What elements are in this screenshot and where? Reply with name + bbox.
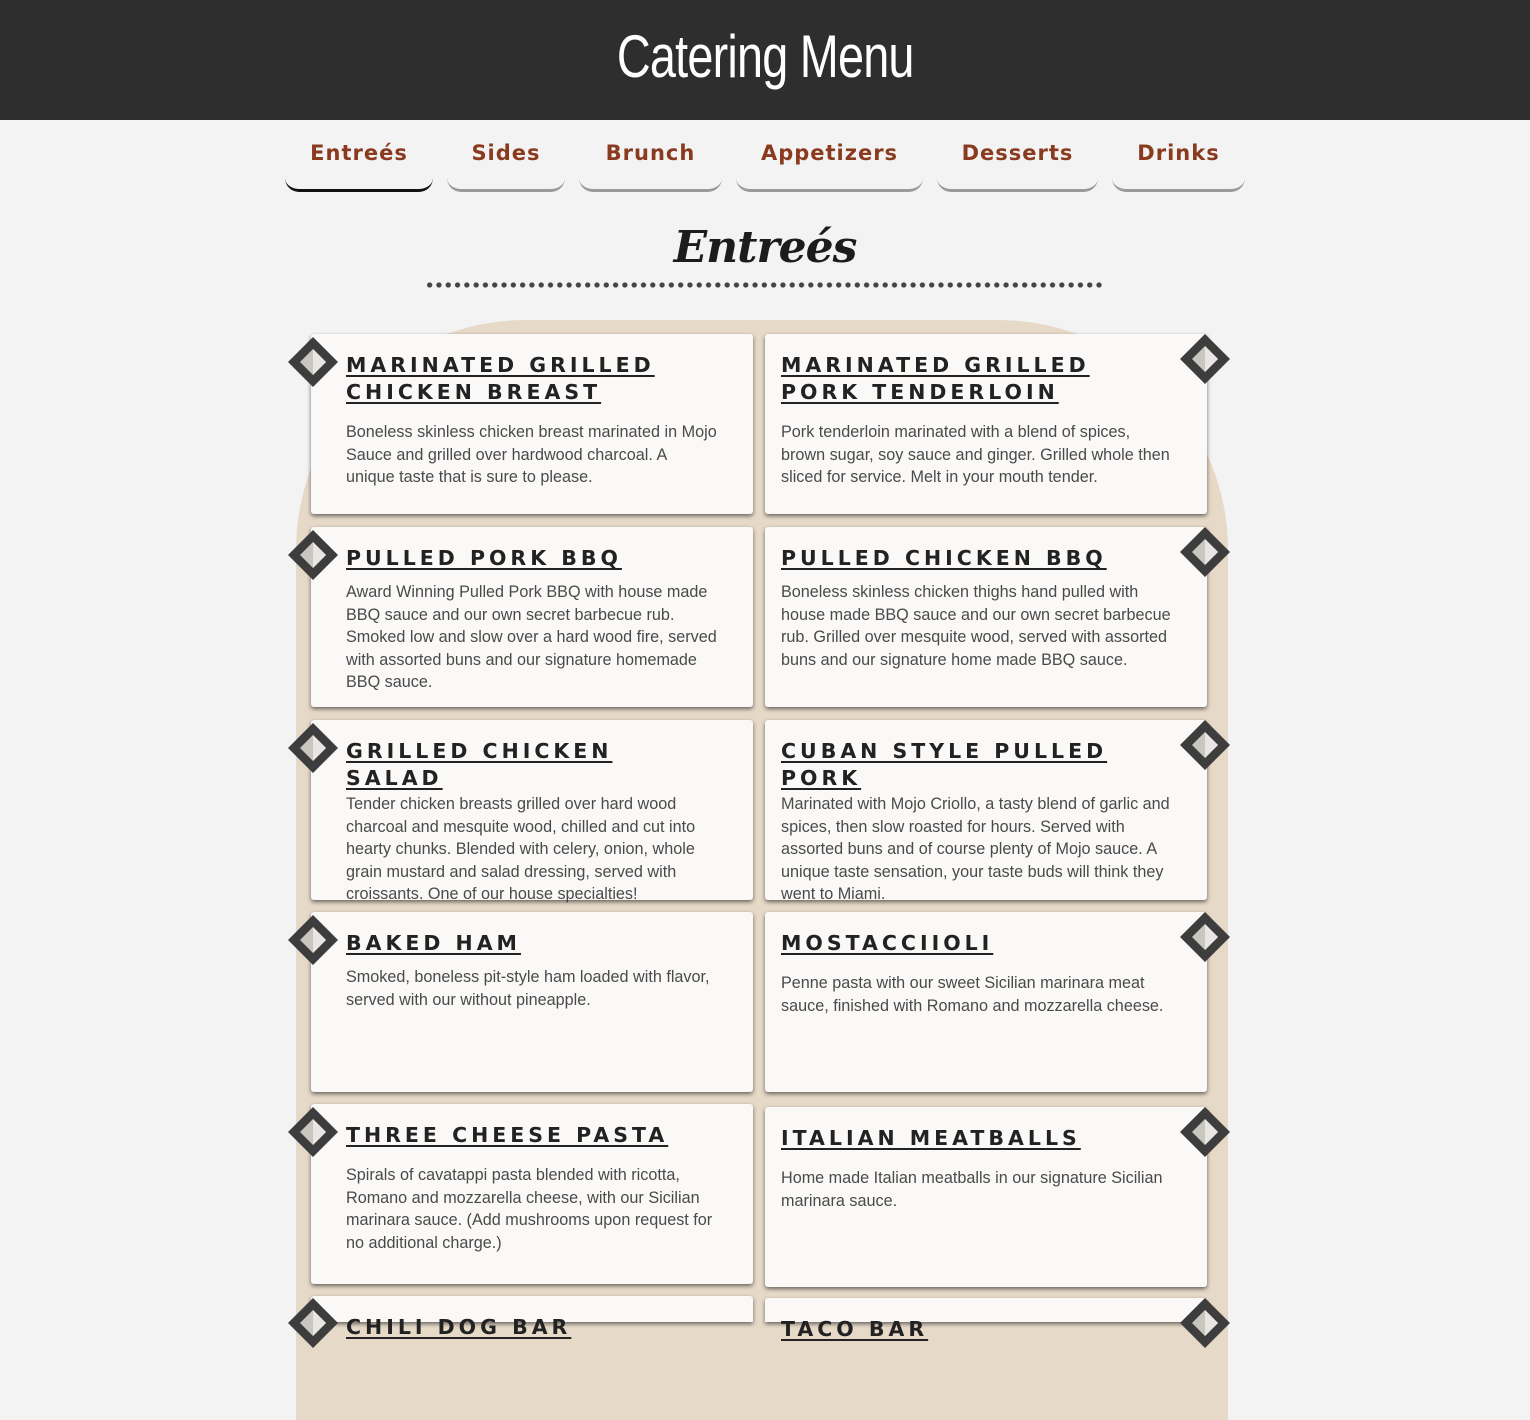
menu-item-name: PULLED CHICKEN BBQ — [781, 546, 1107, 570]
menu-item-description: Tender chicken breasts grilled over hard wood charcoal and mesquite wood, chilled and cut into hearty chunks. Blended with celery, onion, whole grain mustard and salad dressing, served with croissants. One of our house specialties! — [346, 795, 696, 903]
diamond-ornament-icon — [1179, 719, 1231, 771]
menu-item-card — [765, 1298, 1207, 1341]
menu-item-name: MARINATED GRILLED CHICKEN BREAST — [346, 353, 655, 404]
menu-item-card — [765, 720, 1207, 903]
menu-item-description: Boneless skinless chicken breast marinated in Mojo Sauce and grilled over hardwood charcoal. A unique taste that is sure to please. — [346, 423, 717, 486]
diamond-ornament-icon — [1179, 911, 1231, 963]
menu-item-description: Penne pasta with our sweet Sicilian marinara meat sauce, finished with Romano and mozzarella cheese. — [781, 974, 1164, 1015]
menu-item-description: Marinated with Mojo Criollo, a tasty blend of garlic and spices, then slow roasted for hours. Served with assorted buns and of course plenty of Mojo sauce. A unique taste sensation, your taste buds will think they went to Miami. — [781, 795, 1170, 903]
tab-drinks[interactable] — [1112, 126, 1245, 192]
menu-item-card — [311, 720, 753, 903]
tab-appetizers[interactable] — [736, 126, 923, 192]
menu-item-description: Boneless skinless chicken thighs hand pulled with house made BBQ sauce and our own secret barbecue rub. Grilled over mesquite wood, served with assorted buns and our signature home made BBQ sauce. — [781, 583, 1171, 669]
diamond-ornament-icon — [287, 1297, 339, 1322]
menu-item-name: TACO BAR — [781, 1317, 929, 1341]
menu-item-card — [765, 334, 1207, 514]
menu-item-card — [311, 527, 753, 707]
menu-item-name: ITALIAN MEATBALLS — [781, 1126, 1081, 1150]
menu-item-description: Home made Italian meatballs in our signature Sicilian marinara sauce. — [781, 1169, 1163, 1210]
page-header — [0, 0, 1530, 120]
menu-item-card — [311, 1104, 753, 1284]
menu-item-card — [765, 1107, 1207, 1287]
menu-item-description: Pork tenderloin marinated with a blend of spices, brown sugar, soy sauce and ginger. Grilled whole then sliced for service. Melt in your mouth tender. — [781, 423, 1170, 486]
menu-item-description: Spirals of cavatappi pasta blended with ricotta, Romano and mozzarella cheese, with our Sicilian marinara sauce. (Add mushrooms upon request for no additional charge.) — [346, 1166, 713, 1252]
diamond-ornament-icon — [1179, 1297, 1231, 1322]
diamond-ornament-icon — [287, 336, 339, 388]
menu-tabs — [0, 126, 1530, 196]
section-title: Entreés — [673, 222, 857, 273]
menu-item-name: THREE CHEESE PASTA — [346, 1123, 669, 1147]
diamond-ornament-icon — [1179, 333, 1231, 385]
dotted-divider — [425, 280, 1105, 290]
tab-entrees[interactable] — [285, 126, 433, 192]
menu-item-card — [311, 912, 753, 1092]
diamond-ornament-icon — [287, 914, 339, 966]
menu-item-name: MOSTACCIIOLI — [781, 931, 994, 955]
diamond-ornament-icon — [1179, 1106, 1231, 1158]
menu-item-description: Award Winning Pulled Pork BBQ with house made BBQ sauce and our own secret barbecue rub. Smoked low and slow over a hard wood fire, served with assorted buns and our signature homemade BBQ sauce. — [346, 583, 717, 691]
menu-item-name: BAKED HAM — [346, 931, 521, 955]
menu-item-card — [765, 912, 1207, 1092]
menu-item-card — [311, 334, 753, 514]
menu-item-card — [311, 1296, 753, 1339]
page-title: Catering Menu — [616, 22, 914, 90]
tab-label: Appetizers — [760, 141, 899, 165]
menu-item-name: CHILI DOG BAR — [346, 1315, 572, 1339]
tab-label: Sides — [471, 141, 541, 165]
menu-item-name: MARINATED GRILLED PORK TENDERLOIN — [781, 353, 1090, 404]
tab-label: Desserts — [961, 141, 1074, 165]
menu-item-name: PULLED PORK BBQ — [346, 546, 622, 570]
menu-item-description: Smoked, boneless pit-style ham loaded with flavor, served with our without pineapple. — [346, 968, 710, 1009]
tab-desserts[interactable] — [937, 126, 1098, 192]
diamond-ornament-icon — [287, 722, 339, 774]
diamond-ornament-icon — [1179, 526, 1231, 578]
diamond-ornament-icon — [287, 1106, 339, 1158]
tab-label: Drinks — [1137, 141, 1220, 165]
tab-brunch[interactable] — [579, 126, 722, 192]
tab-sides[interactable] — [447, 126, 565, 192]
menu-item-name: GRILLED CHICKEN SALAD — [346, 739, 613, 790]
menu-item-name: CUBAN STYLE PULLED PORK — [781, 739, 1108, 790]
diamond-ornament-icon — [287, 529, 339, 581]
tab-label: Brunch — [605, 141, 696, 165]
menu-item-card — [765, 527, 1207, 707]
tab-label: Entreés — [310, 141, 408, 165]
